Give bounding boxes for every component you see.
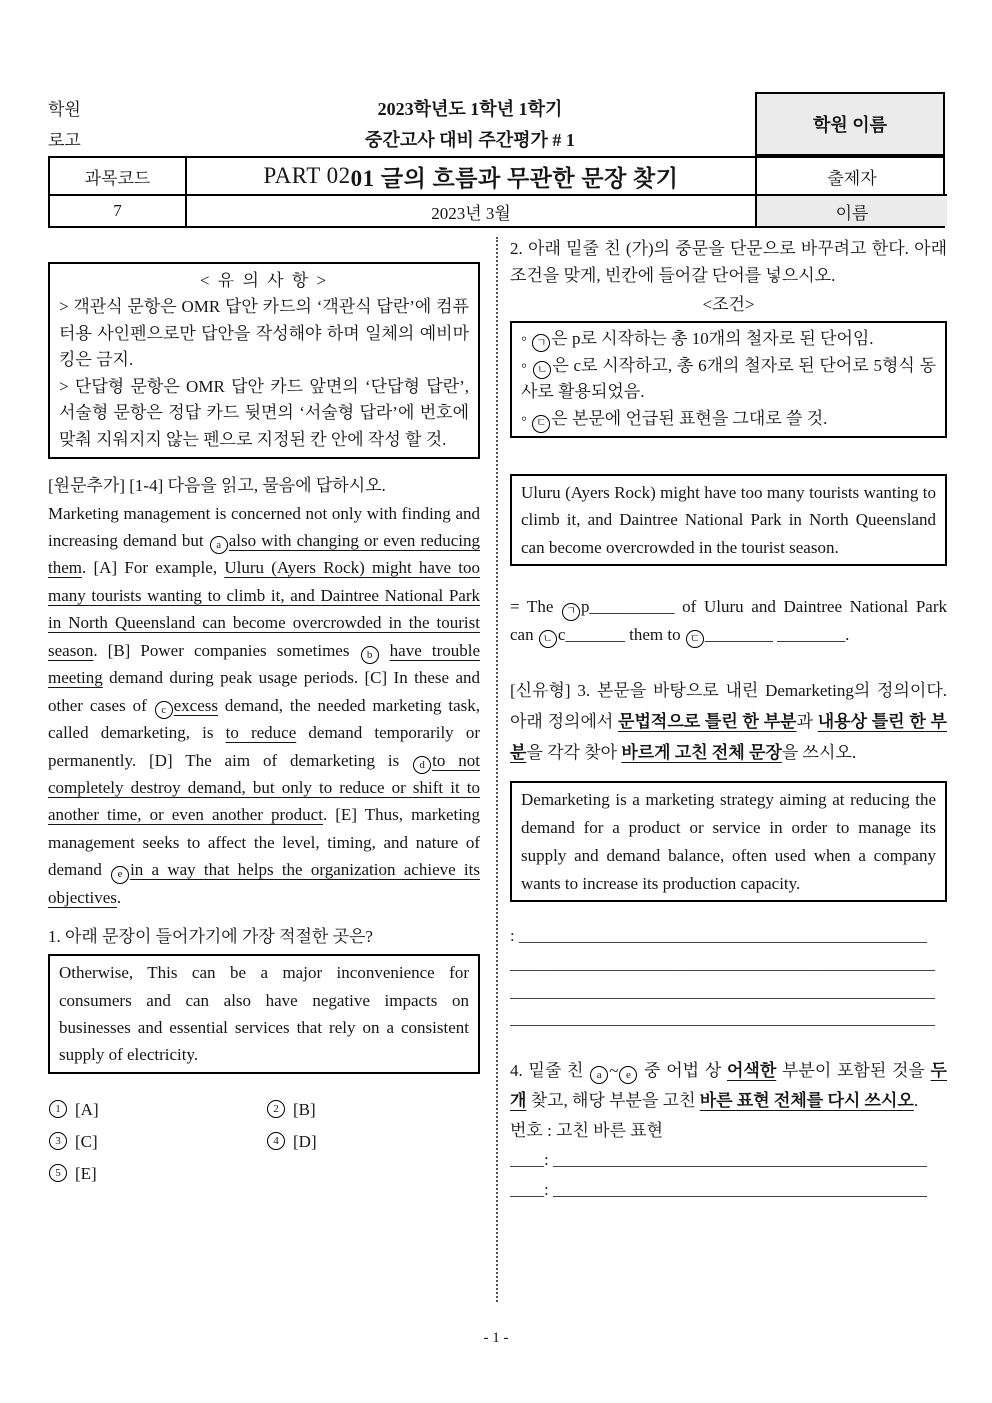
question-3 — [510, 675, 947, 1033]
circled-4-icon: 4 — [267, 1132, 285, 1150]
q1-option[interactable] — [266, 1096, 480, 1123]
q2-condition-item — [521, 406, 936, 433]
q3-answer-line[interactable]: __________________________________________________ — [510, 981, 935, 1001]
text-segment: demand temporarily or permanently. [D] The aim of demarketing is — [48, 723, 480, 770]
circled-a-icon: a — [210, 536, 228, 554]
circled-ㄴ-icon: ㄴ — [533, 361, 551, 379]
q1-option[interactable] — [48, 1096, 266, 1123]
right-column — [510, 237, 947, 1302]
q1-option[interactable] — [48, 1160, 266, 1187]
text-segment: 찾고, 해당 부분을 고친 — [526, 1090, 700, 1110]
text-segment: 두 개 — [510, 1060, 947, 1110]
exam-date-cell — [187, 196, 757, 226]
q1-insert-sentence-box: Otherwise, This can be a major inconvenience for consumers and can also have negative impacts on businesses and essential services that rely on a consistent supply of electricity. — [48, 954, 480, 1074]
text-segment: also with changing or even reducing them — [48, 530, 480, 578]
academy-logo-line1: 학원 — [48, 100, 81, 119]
column-divider — [496, 237, 498, 1302]
text-segment: ◦ — [521, 355, 533, 375]
circled-b-icon: b — [361, 646, 379, 664]
q3-answer-line[interactable]: __________________________________________________ — [510, 1009, 935, 1029]
text-segment: 을 각각 찾아 — [526, 743, 622, 763]
text-segment: 은 p로 시작하는 총 10개의 철자로 된 단어임. — [551, 328, 874, 348]
text-segment: [신유형] 3. 본문을 바탕으로 내린 Demarketing의 정의이다. 아래 정의에서 — [510, 681, 947, 732]
q2-condition-box — [510, 321, 947, 438]
exam-title — [185, 92, 755, 156]
text-segment: p__________ — [581, 597, 675, 617]
q4-answer-line[interactable]: ____: ____________________________________________ — [510, 1179, 927, 1199]
q1-option[interactable] — [266, 1128, 480, 1155]
text-segment: Uluru (Ayers Rock) might have too many tourists wanting to climb it, and Daintree National Park in North Queensland can become overcrowded in the tourist season — [48, 558, 480, 660]
subject-code-value: 7 — [113, 201, 122, 220]
exam-title-line2: 중간고사 대비 주간평가 # 1 — [365, 130, 575, 150]
circled-a-icon: a — [590, 1066, 608, 1084]
circled-2-icon: 2 — [267, 1100, 285, 1118]
academy-name-label: 학원 이름 — [812, 115, 888, 135]
circled-3-icon: 3 — [49, 1132, 67, 1150]
circled-e-icon: e — [619, 1066, 637, 1084]
circled-1-icon: 1 — [49, 1100, 67, 1118]
q4-answer-line[interactable]: ____: ____________________________________________ — [510, 1149, 927, 1169]
subject-code-label: 과목코드 — [84, 168, 151, 188]
subject-code-label-cell — [50, 158, 187, 196]
academy-name-box — [755, 92, 945, 156]
text-segment: . [E] Thus, marketing management seeks to affect the level, timing, and nature of demand — [48, 805, 480, 880]
text-segment: 은 c로 시작하고, 총 6개의 철자로 된 단어로 5형식 동사로 활용되었음. — [521, 355, 936, 402]
subject-code-value-cell — [50, 196, 187, 226]
text-segment: 과 — [796, 712, 818, 732]
text-segment — [380, 641, 390, 660]
text-segment: ~ — [609, 1060, 619, 1080]
circled-ㄱ-icon: ㄱ — [562, 603, 580, 621]
passage-intro: [원문추가] [1-4] 다음을 읽고, 물음에 답하시오. — [48, 475, 386, 495]
option-label: [B] — [293, 1099, 316, 1119]
name-label: 이름 — [835, 203, 869, 223]
text-segment: 어색한 — [726, 1060, 777, 1080]
reading-passage — [48, 500, 480, 912]
question-1 — [48, 923, 480, 1187]
text-segment: in a way that helps the organization achieve its objectives — [48, 860, 480, 907]
q2-equation — [510, 593, 947, 648]
option-label: [E] — [75, 1163, 97, 1183]
text-segment: 을 쓰시오. — [781, 743, 857, 763]
text-segment: . [A] For example, — [82, 558, 225, 578]
notice-box — [48, 262, 480, 459]
text-segment: ◦ — [521, 328, 532, 348]
circled-d-icon: d — [413, 756, 431, 774]
circled-5-icon: 5 — [49, 1164, 67, 1182]
q1-option[interactable] — [48, 1128, 266, 1155]
text-segment: to not completely destroy demand, but only to reduce or shift it to another time, or even another product — [48, 750, 480, 825]
text-segment: 부분이 포함된 것을 — [776, 1060, 931, 1080]
circled-e-icon: e — [111, 866, 129, 884]
q1-options — [48, 1096, 480, 1187]
q4-answer-label: 번호 : 고친 바른 표현 — [510, 1120, 664, 1140]
q3-answer-lines — [510, 922, 947, 1032]
notice-title: < 유 의 사 항 > — [199, 271, 329, 290]
text-segment: excess — [173, 695, 219, 715]
option-label: [C] — [75, 1131, 98, 1151]
text-segment: = The — [510, 597, 562, 617]
q4-answer-lines — [510, 1145, 947, 1205]
text-segment: to reduce — [225, 723, 297, 743]
text-segment: 중 어법 상 — [638, 1060, 727, 1080]
q2-condition-item — [521, 353, 936, 407]
q3-definition-text: Demarketing is a marketing strategy aiming at reducing the demand for a product or service in order to manage its supply and demand balance, often used when a company wants to increase its production capacity. — [521, 790, 936, 893]
academy-logo-line2: 로고 — [48, 131, 81, 150]
text-segment: ◦ — [521, 409, 532, 429]
text-segment: 4. 밑줄 친 — [510, 1060, 590, 1080]
text-segment: have trouble meeting — [48, 640, 480, 688]
option-label: [A] — [75, 1099, 99, 1119]
academy-logo-text — [48, 92, 185, 156]
name-label-cell — [757, 196, 947, 226]
part-title-bold: 01 글의 흐름과 무관한 문장 찾기 — [350, 165, 679, 191]
circled-c-icon: c — [155, 701, 173, 719]
q3-answer-line[interactable]: __________________________________________________ — [510, 954, 935, 973]
text-segment: 내용상 틀린 한 부분 — [510, 712, 947, 763]
circled-ㄷ-icon: ㄷ — [532, 415, 550, 433]
circled-ㄱ-icon: ㄱ — [532, 334, 550, 352]
text-segment: Marketing management is concerned not only with finding and increasing demand but — [48, 503, 480, 550]
notice-item: > 객관식 문항은 OMR 답안 카드의 ‘객관식 답란’에 컴퓨터용 사인펜으로만 답안을 작성해야 하며 일체의 예비마킹은 금지. — [59, 297, 469, 370]
text-segment: c_______ — [557, 624, 625, 644]
q2-condition-title: <조건> — [702, 294, 755, 314]
text-segment: demand during peak usage periods. [C] In these and other cases of — [48, 668, 480, 715]
text-segment: demand, the needed marketing task, called demarketing, is — [48, 695, 480, 743]
examiner-label-cell — [757, 158, 947, 196]
exam-date: 2023년 3월 — [431, 203, 511, 223]
q3-prompt — [510, 675, 947, 768]
text-segment: 문법적으로 틀린 한 부분 — [618, 712, 797, 732]
q2-passage-box: Uluru (Ayers Rock) might have too many tourists wanting to climb it, and Daintree National Park in North Queensland can become overcrowded in the tourist season. — [510, 474, 947, 566]
circled-ㄷ-icon: ㄷ — [686, 630, 704, 648]
text-segment: . — [116, 887, 122, 907]
text-segment: 은 본문에 언급된 표현을 그대로 쓸 것. — [551, 409, 828, 429]
q3-definition-box — [510, 781, 947, 902]
notice-item: > 단답형 문항은 OMR 답안 카드 앞면의 ‘단답형 답란’, 서술형 문항은 정답 카드 뒷면의 ‘서술형 답라’에 번호에 맞춰 지워지지 않는 펜으로 지정된 칸 안에 작성 할 것. — [59, 376, 469, 449]
examiner-label: 출제자 — [827, 168, 877, 188]
q1-prompt: 1. 아래 문장이 들어가기에 가장 적절한 곳은? — [48, 927, 373, 947]
text-segment: 바르게 고친 전체 문장 — [621, 743, 782, 763]
text-segment: . [B] Power companies sometimes — [93, 640, 360, 660]
header-table — [48, 92, 945, 228]
q4-prompt — [510, 1056, 947, 1116]
part-title-cell — [187, 158, 757, 196]
q2-condition-item — [521, 326, 936, 353]
exam-title-line1: 2023학년도 1학년 1학기 — [377, 99, 563, 119]
text-segment: ________ ________. — [704, 624, 850, 644]
notice-items — [59, 294, 469, 454]
q2-prompt: 2. 아래 밑줄 친 (가)의 중문을 단문으로 바꾸려고 한다. 아래 조건을 맞게, 빈칸에 들어갈 단어를 넣으시오. — [510, 239, 947, 286]
text-segment: 바른 표현 전체를 다시 쓰시오 — [699, 1090, 914, 1110]
part-title-regular: PART 02 — [263, 163, 351, 188]
question-2 — [510, 235, 947, 648]
text-segment: . — [913, 1090, 919, 1110]
question-4 — [510, 1056, 947, 1205]
circled-ㄴ-icon: ㄴ — [539, 630, 557, 648]
q3-answer-line[interactable]: : ________________________________________________ — [510, 926, 927, 946]
page-number: - 1 - — [483, 1330, 509, 1346]
text-segment: them to — [624, 624, 685, 644]
option-label: [D] — [293, 1131, 317, 1151]
left-column — [48, 237, 480, 1302]
text-segment: of Uluru and Daintree National Park can — [510, 597, 947, 644]
